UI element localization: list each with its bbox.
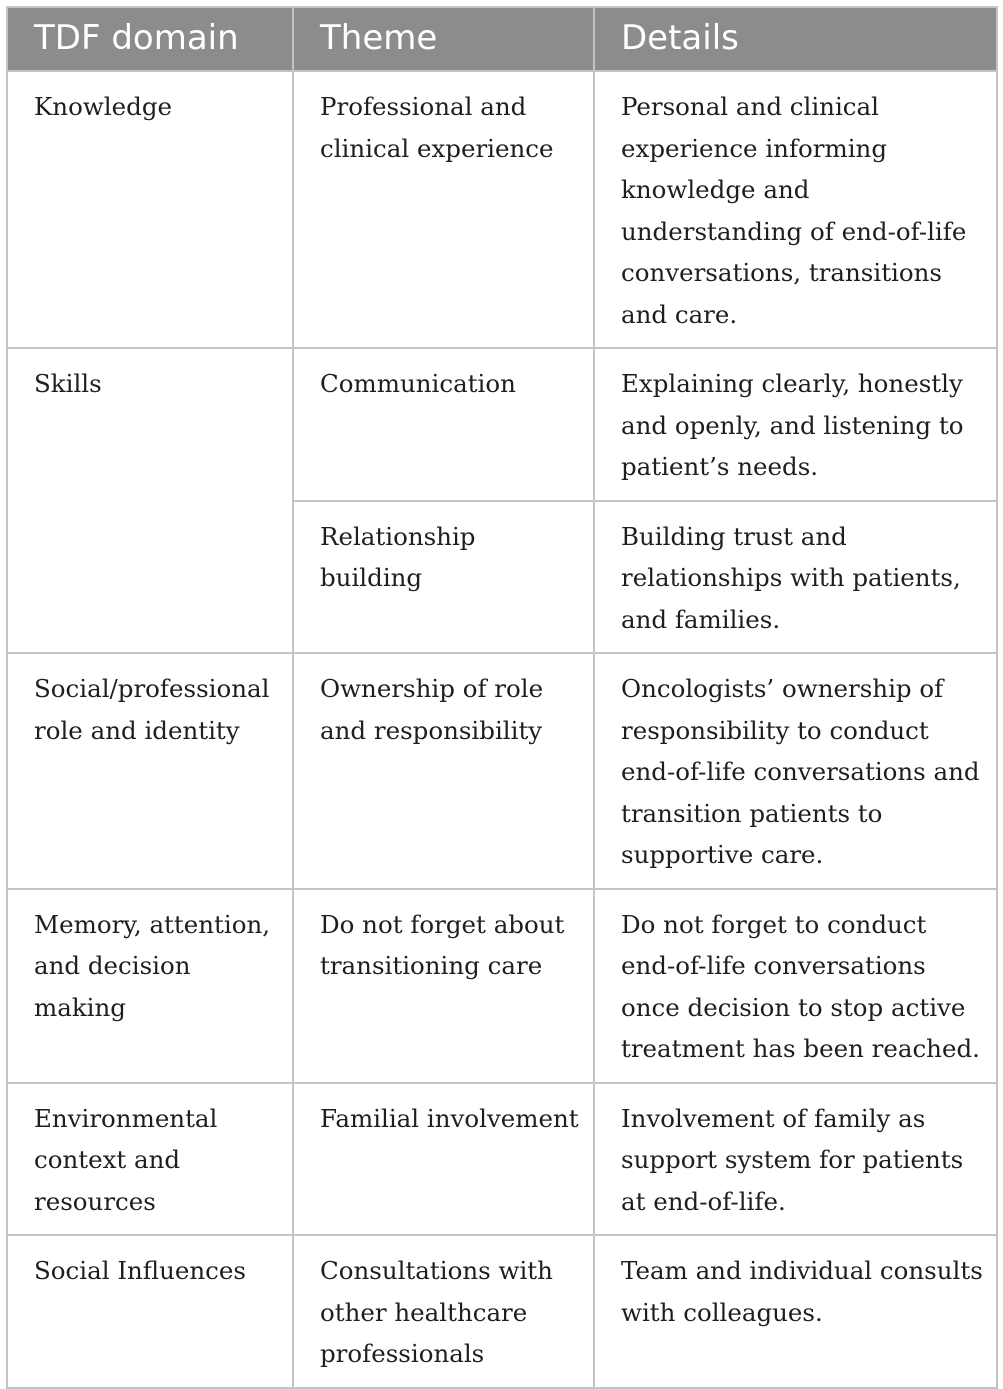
cell-theme: Consultations with other healthcare professionals [293,1235,594,1388]
tdf-table [6,6,998,1389]
cell-theme: Communication [293,348,594,501]
table-row [7,71,997,348]
cell-domain: Skills [7,348,293,653]
table-row [7,653,997,889]
table-row [7,1083,997,1236]
cell-domain: Social Influences [7,1235,293,1388]
cell-details: Explaining clearly, honestly and openly, and listening to patient’s needs. [594,348,997,501]
cell-domain: Environmental context and resources [7,1083,293,1236]
cell-domain: Memory, attention, and decision making [7,889,293,1083]
cell-domain: Social/professional role and identity [7,653,293,889]
cell-theme: Do not forget about transitioning care [293,889,594,1083]
header-theme: Theme [293,7,594,71]
cell-theme: Familial involvement [293,1083,594,1236]
cell-domain: Knowledge [7,71,293,348]
cell-details: Team and individual consults with colleagues. [594,1235,997,1388]
header-tdf-domain: TDF domain [7,7,293,71]
table-row [7,1235,997,1388]
table-row [7,348,997,501]
cell-details: Do not forget to conduct end-of-life conversations once decision to stop active treatment has been reached. [594,889,997,1083]
table-row [7,889,997,1083]
cell-details: Building trust and relationships with patients, and families. [594,501,997,654]
header-row [7,7,997,71]
header-details: Details [594,7,997,71]
cell-details: Oncologists’ ownership of responsibility to conduct end-of-life conversations and transition patients to supportive care. [594,653,997,889]
cell-theme: Relationship building [293,501,594,654]
cell-details: Personal and clinical experience informing knowledge and understanding of end-of-life conversations, transitions and care. [594,71,997,348]
cell-theme: Professional and clinical experience [293,71,594,348]
cell-theme: Ownership of role and responsibility [293,653,594,889]
cell-details: Involvement of family as support system for patients at end-of-life. [594,1083,997,1236]
